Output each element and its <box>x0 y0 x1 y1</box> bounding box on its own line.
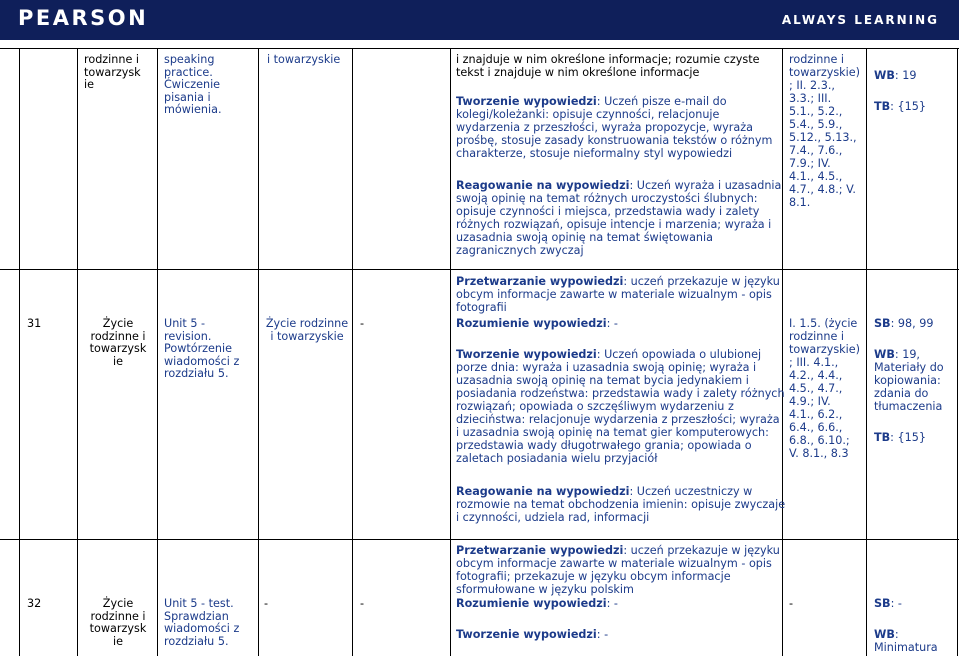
row-prev-ref-7: 5.12., 5.13., <box>789 131 857 144</box>
row-prev-wb-label: WB <box>874 69 895 82</box>
column-border <box>258 48 259 656</box>
row31-tworzenie-line-3: uzasadnia swoją opinię na temat bycia jedynakiem i <box>456 374 749 387</box>
row-prev-tb-value: : {15} <box>890 100 926 113</box>
row-prev-ref-6: 5.4., 5.9., <box>789 118 843 131</box>
column-border <box>782 48 783 656</box>
row-prev-reagowanie-line-5: uzasadnia swoją opinię na temat świętowania <box>456 231 713 244</box>
row-prev-reagowanie-label: Reagowanie na wypowiedzi <box>456 179 630 192</box>
pearson-logo: PEARSON <box>18 6 149 30</box>
row-prev-ref-1: rodzinne i <box>789 53 845 66</box>
row-prev-tworzenie-text: : Uczeń pisze e-mail do <box>596 95 727 108</box>
row31-tworzenie-line-5: rozwiązań; opowiada o szczęśliwym wydarzeniu z <box>456 400 734 413</box>
always-learning-slogan: ALWAYS LEARNING <box>781 13 939 27</box>
row31-sb <box>874 318 934 331</box>
row31-ref-4: ; III. 4.1., <box>789 356 839 369</box>
row31-tworzenie-text: : Uczeń opowiada o ulubionej <box>596 348 762 361</box>
row31-przetwarzanie-text: : uczeń przekazuje w języku <box>623 275 780 288</box>
row32-wb-extra: Minimatura <box>874 641 938 654</box>
row31-sb-value: : 98, 99 <box>890 317 934 330</box>
row31-reagowanie-text: : Uczeń uczestniczy w <box>629 485 753 498</box>
row31-przetwarzanie-line-2: obcym informacje zawarte w materiale wizualnym - opis <box>456 288 772 301</box>
row-border <box>0 269 959 270</box>
row-prev-tworzenie-line-3: wydarzenia z przeszłości, wyraża propozycje, wyraża <box>456 121 753 134</box>
column-border <box>157 48 158 656</box>
row31-rozumienie-value: : - <box>606 317 618 330</box>
row32-area-dash: - <box>264 597 269 610</box>
row31-tworzenie-line-9: zaletach posiadania wielu przyjaciół <box>456 452 658 465</box>
row31-dash: - <box>360 317 365 330</box>
row31-wb-extra-4: tłumaczenia <box>874 400 943 413</box>
row-border <box>0 48 959 49</box>
column-border <box>352 48 353 656</box>
row32-przetwarzanie-label: Przetwarzanie wypowiedzi <box>456 544 624 557</box>
row31-tb-value: : {15} <box>890 431 926 444</box>
row32-tworzenie-value: : - <box>596 628 609 641</box>
row31-sb-label: SB <box>874 317 891 330</box>
row-prev-reagowanie-line-2: swoją opinię na temat różnych uroczystości ślubnych: <box>456 192 758 205</box>
row-border <box>0 539 959 540</box>
row31-area: Życie rodzinne i towarzyskie <box>265 317 349 343</box>
row32-rozumienie-label: Rozumienie wypowiedzi <box>456 597 607 610</box>
row-prev-tworzenie-line-2: kolegi/koleżanki: opisuje czynności, relacjonuje <box>456 108 720 121</box>
row32-przetwarzanie-line-2: obcym informacje zawarte w materiale wizualnym - opis <box>456 557 772 570</box>
row32-rozumienie-value: : - <box>606 597 618 610</box>
row31-reagowanie-line-3: i czynności, udziela rad, informacji <box>456 511 650 524</box>
row31-tworzenie-line-6: dzieciństwa: relacjonuje wydarzenia z przeszłości; wyraża <box>456 413 780 426</box>
row-prev-reagowanie-line-3: opisuje czynności i miejsca, przedstawia wady i zalety <box>456 205 760 218</box>
column-border <box>957 48 958 656</box>
pearson-header-bar <box>0 0 959 40</box>
row32-topic: Życie rodzinne i towarzysk ie <box>89 597 147 648</box>
row-prev-tb-label: TB <box>874 100 891 113</box>
row-prev-reagowanie-line-4: różnych rozwiązań, opisuje intencje i marzenia; wyraża i <box>456 218 772 231</box>
row-prev-tworzenie-label: Tworzenie wypowiedzi <box>456 95 597 108</box>
row31-lesson: Unit 5 - revision. Powtórzenie wiadomości z rozdziału 5. <box>164 317 240 381</box>
row31-rozumienie-label: Rozumienie wypowiedzi <box>456 317 607 330</box>
row32-wb-value: : <box>894 628 899 641</box>
column-border <box>866 48 867 656</box>
row32-przetwarzanie-text: : uczeń przekazuje w języku <box>623 544 780 557</box>
row31-ref-7: 4.9.; IV. <box>789 395 831 408</box>
row31-ref-6: 4.5., 4.7., <box>789 382 843 395</box>
row31-przetwarzanie-line-3: fotografii <box>456 301 507 314</box>
row31-ref-10: 6.8., 6.10.; <box>789 434 850 447</box>
row31-wb-extra-2: kopiowania: <box>874 374 941 387</box>
row32-sb-value: : - <box>890 597 902 610</box>
row31-ref-1: I. 1.5. (życie <box>789 317 858 330</box>
row32-wb <box>874 629 899 642</box>
row-prev-area: i towarzyskie <box>267 53 341 66</box>
row31-wb-value: : 19, <box>894 348 920 361</box>
row31-tb-label: TB <box>874 431 891 444</box>
row31-wb-extra-1: Materiały do <box>874 361 944 374</box>
row31-tworzenie-line-7: i uzasadnia swoją opinię na temat gier komputerowych: <box>456 426 769 439</box>
column-border <box>450 48 451 656</box>
row31-rozumienie-line <box>456 318 618 331</box>
row-prev-reagowanie-text: : Uczeń wyraża i uzasadnia <box>629 179 782 192</box>
row31-wb-extra-3: zdania do <box>874 387 929 400</box>
row32-sb <box>874 598 902 611</box>
row-prev-ref-2: towarzyskie) <box>789 66 860 79</box>
row31-topic: Życie rodzinne i towarzysk ie <box>89 317 147 368</box>
row31-reagowanie-line-2: rozmowie na temat obchodzenia imienin: opisuje zwyczaje <box>456 498 786 511</box>
row31-ref-5: 4.2., 4.4., <box>789 369 843 382</box>
row-prev-ref-10: 4.1., 4.5., <box>789 170 843 183</box>
row31-ref-8: 4.1., 6.2., <box>789 408 843 421</box>
row-prev-ref-4: 3.3.; III. <box>789 92 832 105</box>
row31-przetwarzanie-line-1 <box>456 276 780 289</box>
row-prev-reagowanie-line-1 <box>456 180 781 193</box>
row-prev-ref-8: 7.4., 7.6., <box>789 144 843 157</box>
row-prev-ref-11: 4.7., 4.8.; V. <box>789 183 856 196</box>
row31-tworzenie-line-1 <box>456 349 761 362</box>
row32-tworzenie-label: Tworzenie wypowiedzi <box>456 628 597 641</box>
row31-tworzenie-label: Tworzenie wypowiedzi <box>456 348 597 361</box>
row32-lesson: Unit 5 - test. Sprawdzian wiadomości z rozdziału 5. <box>164 597 240 648</box>
row-prev-ref-3: ; II. 2.3., <box>789 79 835 92</box>
row31-tworzenie-line-2: porze dnia: wyraża i uzasadnia swoją opinię; wyraża i <box>456 361 757 374</box>
row-prev-c4-line-2: tekst i znajduje w nim określone informacje <box>456 66 700 79</box>
row-prev-wb <box>874 70 916 83</box>
row32-przetwarzanie-line-4: sformułowane w języku polskim <box>456 583 634 596</box>
row31-wb-label: WB <box>874 348 895 361</box>
row32-przetwarzanie-line-1 <box>456 545 780 558</box>
row32-sb-label: SB <box>874 597 891 610</box>
row31-reagowanie-label: Reagowanie na wypowiedzi <box>456 485 630 498</box>
row32-skills-dash: - <box>360 597 365 610</box>
row31-reagowanie-line-1 <box>456 486 752 499</box>
row31-ref-3: towarzyskie) <box>789 343 860 356</box>
row32-number: 32 <box>27 597 42 610</box>
row-prev-lesson: speaking practice. Ćwiczenie pisania i mówienia. <box>164 53 222 117</box>
row-prev-reagowanie-line-6: zagranicznych zwyczaj <box>456 244 584 257</box>
row-prev-tb <box>874 101 926 114</box>
row32-tworzenie-line <box>456 629 608 642</box>
row32-rozumienie-line <box>456 598 618 611</box>
row31-number: 31 <box>27 317 42 330</box>
row32-przetwarzanie-line-3: fotografii; przekazuje w języku obcym informacje <box>456 570 731 583</box>
row31-ref-11: V. 8.1., 8.3 <box>789 447 849 460</box>
row-prev-ref-5: 5.1., 5.2., <box>789 105 843 118</box>
row32-wb-label: WB <box>874 628 895 641</box>
row31-przetwarzanie-label: Przetwarzanie wypowiedzi <box>456 275 624 288</box>
row31-tb <box>874 432 926 445</box>
row-prev-tworzenie-line-4: prośbę, stosuje zasady konstruowania tekstów o różnym <box>456 134 773 147</box>
row-prev-ref-9: 7.9.; IV. <box>789 157 831 170</box>
column-border <box>19 48 20 656</box>
row31-tworzenie-line-8: przedstawia wady długotrwałego grania; opowiada o <box>456 439 752 452</box>
row-prev-ref-12: 8.1. <box>789 196 811 209</box>
row-prev-topic: rodzinne i towarzysk ie <box>84 53 141 92</box>
row-prev-c4-line-1: i znajduje w nim określone informacje; rozumie czyste <box>456 53 760 66</box>
row-prev-tworzenie-line-1 <box>456 96 727 109</box>
row31-ref-9: 6.4., 6.6., <box>789 421 843 434</box>
row-prev-tworzenie-line-5: charakterze, stosuje nieformalny styl wypowiedzi <box>456 147 733 160</box>
row31-wb <box>874 349 920 362</box>
row31-ref-2: rodzinne i <box>789 330 845 343</box>
row31-tworzenie-line-4: posiadania rodzeństwa: przedstawia wady i zalety różnych <box>456 387 785 400</box>
column-border <box>77 48 78 656</box>
row32-refs-dash: - <box>789 597 794 610</box>
row-prev-wb-value: : 19 <box>894 69 917 82</box>
